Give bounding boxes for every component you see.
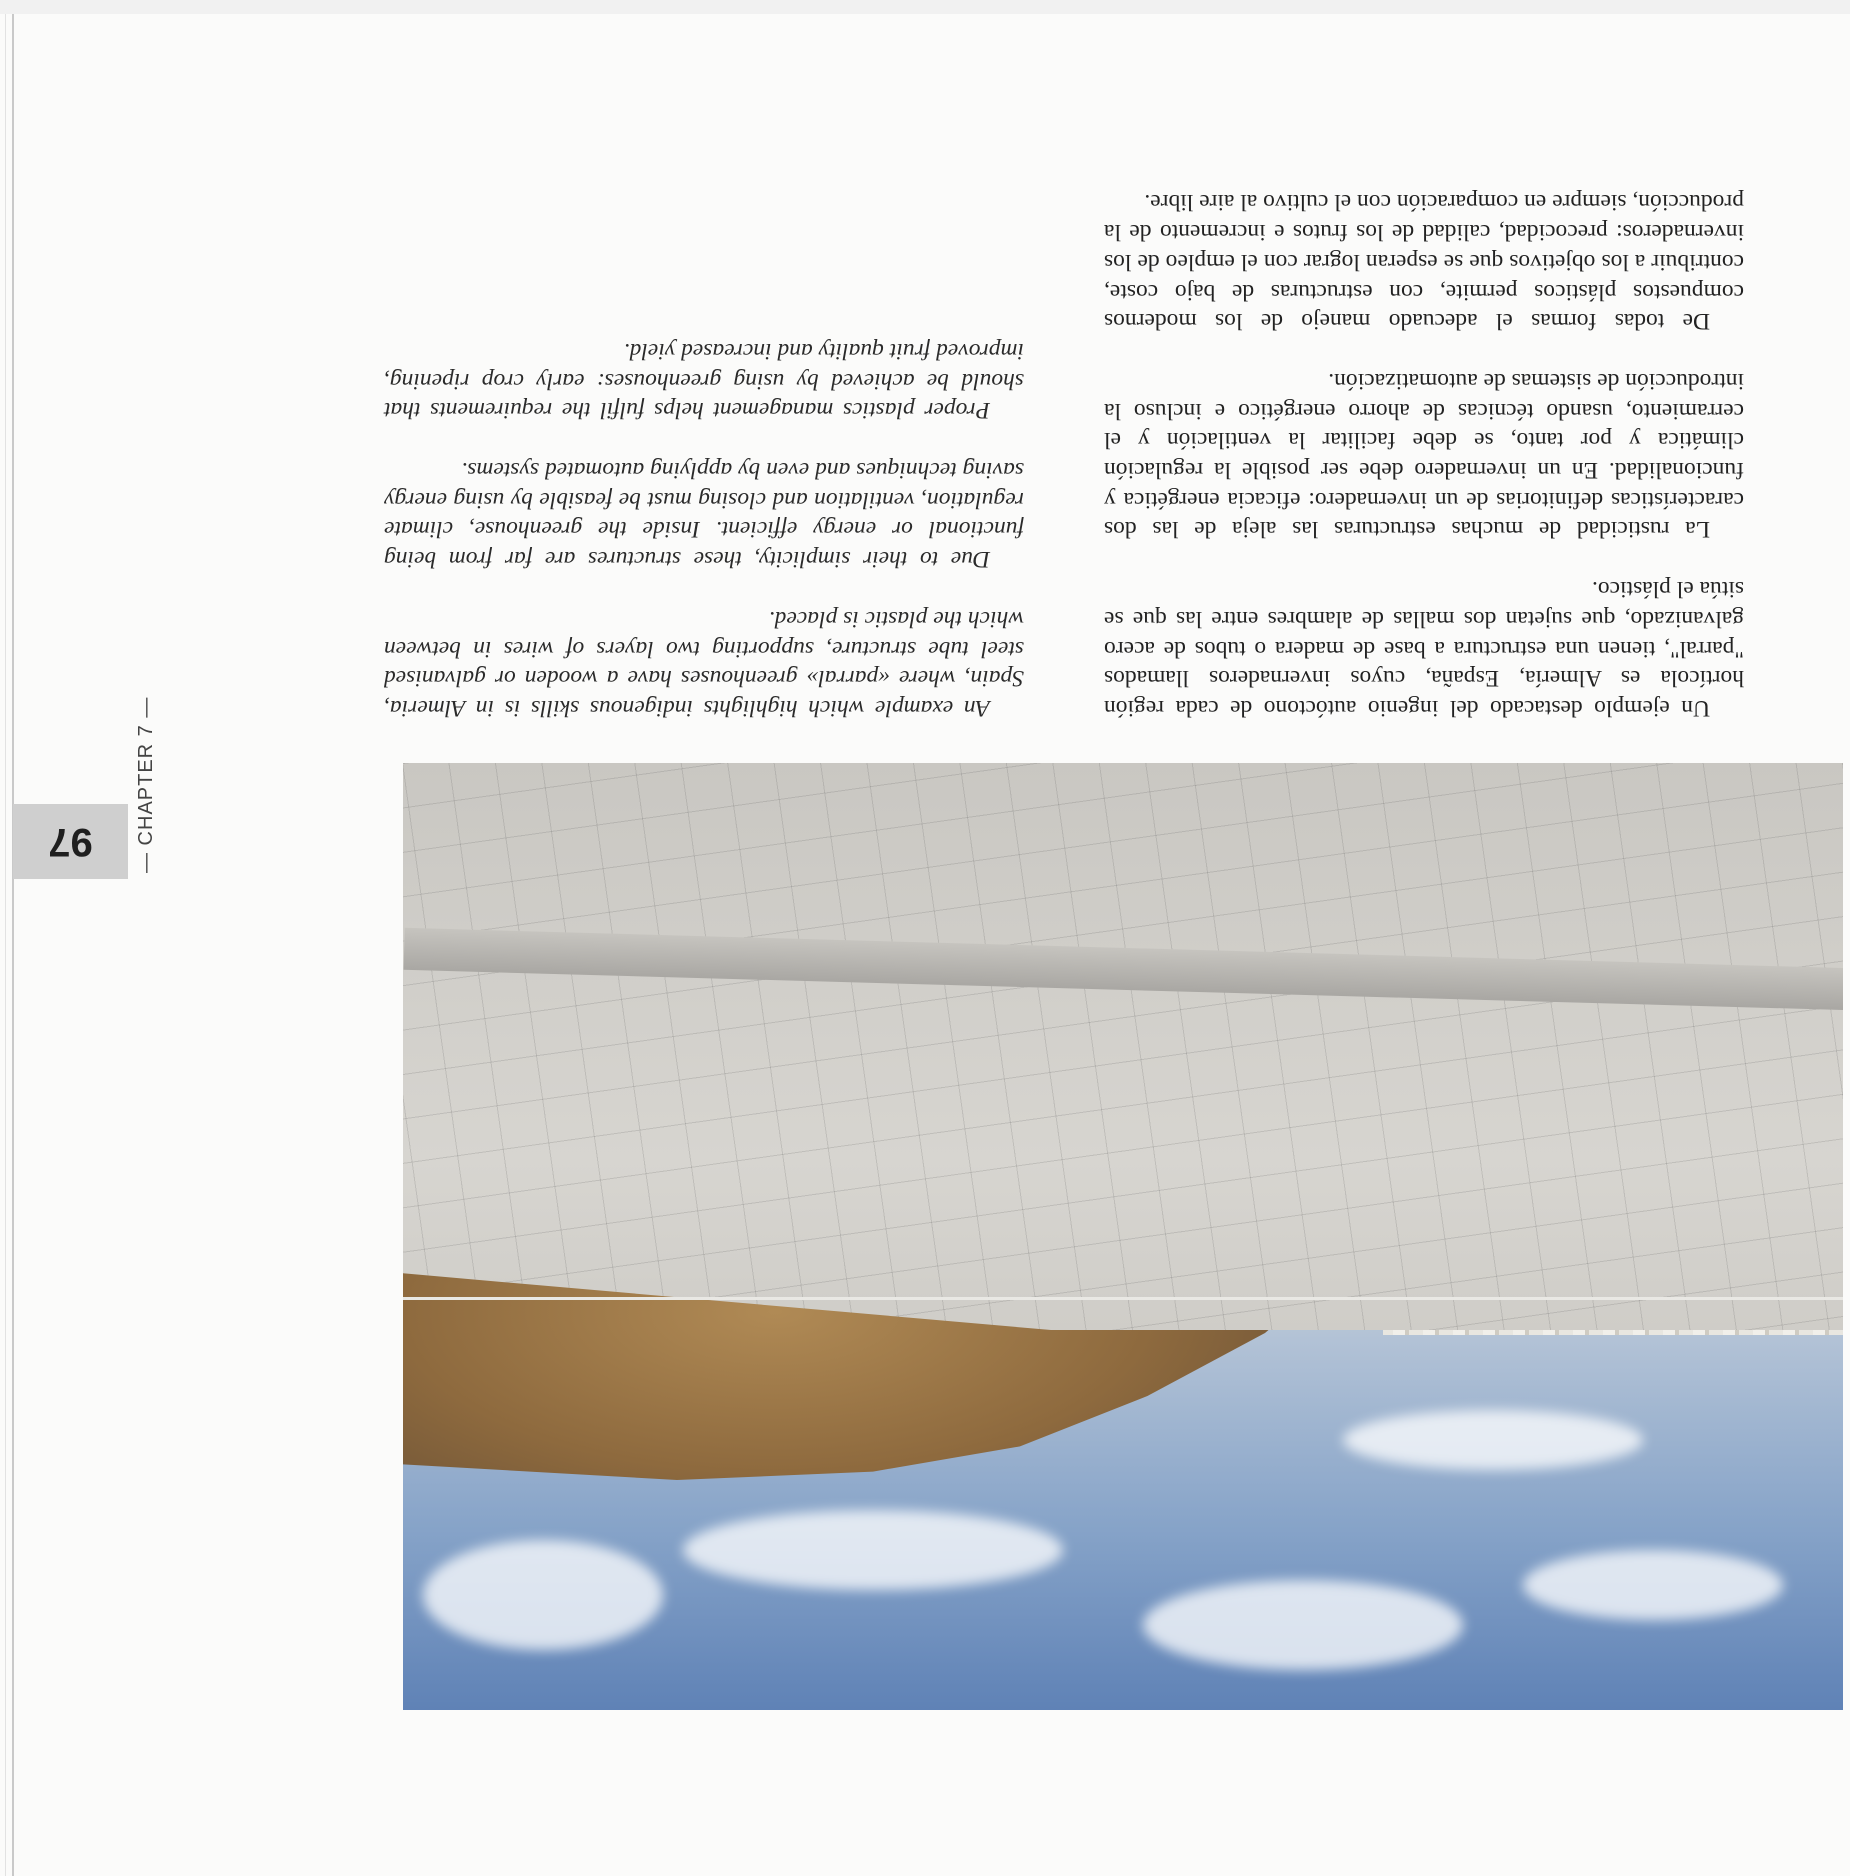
english-text-column — [384, 305, 1024, 722]
photo-cloud — [1523, 1550, 1783, 1620]
spanish-paragraph: De todas formas el adecuado manejo de los modernos compuestos plásticos permite, con estructuras de bajo coste, contribuir a los objetivos que se esperan lograr con el empleo de los invernaderos: precocidad, calidad de los frutos e incremento de la producción, siempre en comparación con el cultivo al aire libre. — [1104, 189, 1744, 335]
english-paragraph: Due to their simplicity, these structures are far from being functional or energy efficient. Inside the greenhouse, climate regulation, ventilation and closing must be feasible by using energy saving techniques and even by applying automated systems. — [384, 457, 1024, 573]
binding-shadow — [5, 0, 6, 1876]
spanish-text-column — [1104, 157, 1744, 722]
photo-greenhouse-roofs — [403, 763, 1843, 1330]
chapter-label: — CHAPTER 7 — — [135, 696, 157, 873]
greenhouse-photo — [403, 763, 1843, 1710]
spanish-paragraph: La rusticidad de muchas estructuras las aleja de las dos características definitorias de un invernadero: eficacia energética y funcionalidad. En un invernadero debe ser posible la regulación climática y por tanto, se debe facilitar la ventilación y el cerramiento, usando técnicas de ahorro energético e incluso la introducción de sistemas de automatización. — [1104, 367, 1744, 543]
spanish-paragraph: Un ejemplo destacado del ingenio autóctono de cada región hortícola es Almería, España, cuyos invernaderos llamados "parral", tienen una estructura a base de madera o tubos de acero galvanizado, que sujetan dos mallas de alambres entre las que se sitúa el plástico. — [1104, 576, 1744, 721]
binding-line — [12, 0, 14, 1876]
photo-cloud — [683, 1510, 1063, 1590]
english-paragraph: Proper plastics management helps fulfil the requirements that should be achieved by using greenhouses: early crop ripening, improved fruit quality and increased yield. — [384, 337, 1024, 424]
page-edge — [0, 0, 1850, 14]
photo-cloud — [1143, 1580, 1463, 1670]
english-paragraph: An example which highlights indigenous skills is in Almeria, Spain, where «parral» greenhouses have a wooden or galvanised steel tube structure, supporting two layers of wires in between which the plastic is placed. — [384, 605, 1024, 721]
page-number: 97 — [48, 820, 93, 864]
photo-cloud — [423, 1540, 663, 1650]
page-number-tab — [13, 804, 128, 879]
photo-cloud — [1343, 1410, 1643, 1470]
photo-roof-edge — [403, 1297, 1843, 1300]
